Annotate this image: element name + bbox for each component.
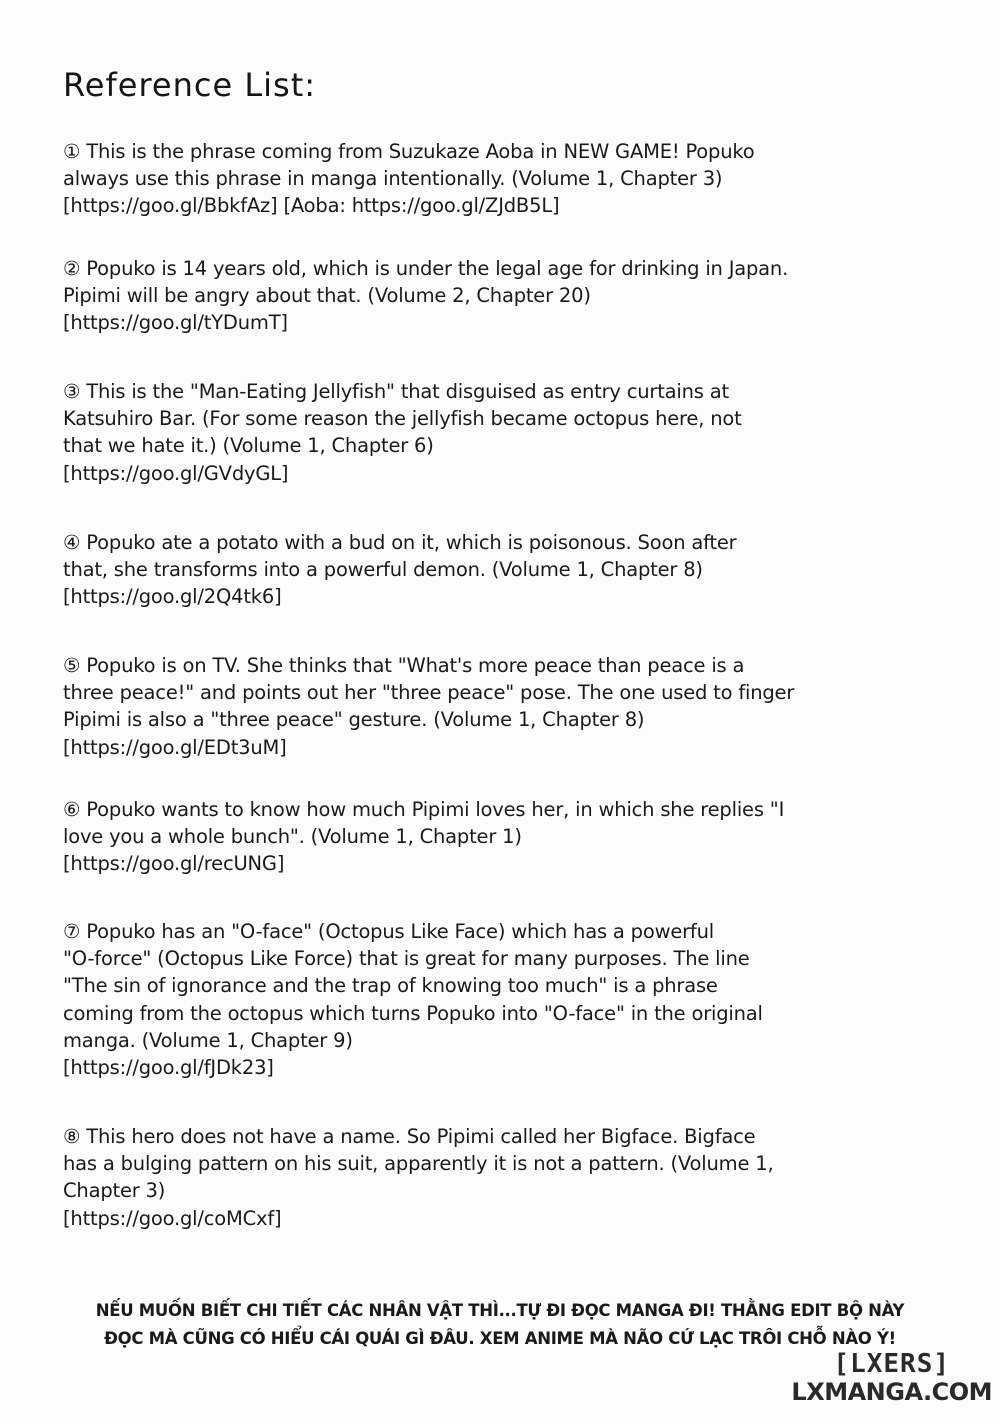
reference-line: always use this phrase in manga intentionally. (Volume 1, Chapter 3) bbox=[63, 167, 723, 191]
reference-line: ④ Popuko ate a potato with a bud on it, which is poisonous. Soon after bbox=[63, 529, 943, 556]
reference-item-3 bbox=[63, 378, 943, 487]
reference-line: that we hate it.) (Volume 1, Chapter 6) bbox=[63, 434, 434, 458]
reference-link: [https://goo.gl/recUNG] bbox=[63, 852, 285, 876]
reference-link: [https://goo.gl/EDt3uM] bbox=[63, 735, 287, 759]
reference-item-2 bbox=[63, 255, 943, 337]
circled-number: ⑥ bbox=[63, 798, 81, 821]
reference-line: Chapter 3) bbox=[63, 1179, 166, 1203]
reference-item-8 bbox=[63, 1123, 943, 1232]
reference-line: that, she transforms into a powerful demon. (Volume 1, Chapter 8) bbox=[63, 558, 703, 582]
reference-line: ⑧ This hero does not have a name. So Pipimi called her Bigface. Bigface bbox=[63, 1123, 943, 1150]
circled-number: ⑤ bbox=[63, 654, 81, 677]
reference-line: has a bulging pattern on his suit, apparently it is not a pattern. (Volume 1, bbox=[63, 1152, 774, 1176]
reference-link: [https://goo.gl/GVdyGL] bbox=[63, 461, 289, 485]
reference-line: Pipimi will be angry about that. (Volume 2, Chapter 20) bbox=[63, 284, 591, 308]
reference-link: [https://goo.gl/tYDumT] bbox=[63, 311, 288, 335]
reference-line: ① This is the phrase coming from Suzukaze Aoba in NEW GAME! Popuko bbox=[63, 138, 943, 165]
reference-link: [https://goo.gl/BbkfAz] [Aoba: https://goo.gl/ZJdB5L] bbox=[63, 194, 560, 218]
translator-note-line: ĐỌC MÀ CŨNG CÓ HIỂU CÁI QUÁI GÌ ĐÂU. XEM ANIME MÀ NÃO CỨ LẠC TRÔI CHỖ NÀO Ý! bbox=[104, 1329, 896, 1348]
reference-item-1 bbox=[63, 138, 943, 220]
reference-line: three peace!" and points out her "three peace" pose. The one used to finger bbox=[63, 681, 795, 705]
reference-line: Pipimi is also a "three peace" gesture. (Volume 1, Chapter 8) bbox=[63, 708, 645, 732]
reference-link: [https://goo.gl/coMCxf] bbox=[63, 1206, 282, 1230]
circled-number: ④ bbox=[63, 531, 81, 554]
reference-line: "The sin of ignorance and the trap of knowing too much" is a phrase bbox=[63, 974, 718, 998]
circled-number: ① bbox=[63, 140, 81, 163]
reference-link: [https://goo.gl/2Q4tk6] bbox=[63, 585, 282, 609]
reference-line: ⑦ Popuko has an "O-face" (Octopus Like Face) which has a powerful bbox=[63, 918, 943, 945]
reference-link: [https://goo.gl/fJDk23] bbox=[63, 1056, 274, 1080]
translator-note-line: NẾU MUỐN BIẾT CHI TIẾT CÁC NHÂN VẬT THÌ...TỰ ĐI ĐỌC MANGA ĐI! THẰNG EDIT BỘ NÀY bbox=[95, 1301, 905, 1320]
watermark-group: [LXERS] bbox=[833, 1349, 950, 1379]
watermark bbox=[791, 1350, 992, 1406]
reference-item-4 bbox=[63, 529, 943, 611]
reference-line: manga. (Volume 1, Chapter 9) bbox=[63, 1028, 353, 1052]
circled-number: ③ bbox=[63, 380, 81, 403]
translator-note bbox=[70, 1297, 930, 1353]
reference-line: ③ This is the "Man-Eating Jellyfish" that disguised as entry curtains at bbox=[63, 378, 943, 405]
reference-line: ⑥ Popuko wants to know how much Pipimi loves her, in which she replies "I bbox=[63, 796, 943, 823]
page-title: Reference List: bbox=[63, 66, 317, 104]
reference-line: love you a whole bunch". (Volume 1, Chapter 1) bbox=[63, 825, 522, 849]
reference-line: coming from the octopus which turns Popuko into "O-face" in the original bbox=[63, 1001, 763, 1025]
reference-line: ② Popuko is 14 years old, which is under the legal age for drinking in Japan. bbox=[63, 255, 943, 282]
reference-line: ⑤ Popuko is on TV. She thinks that "What's more peace than peace is a bbox=[63, 652, 943, 679]
reference-line: "O-force" (Octopus Like Force) that is great for many purposes. The line bbox=[63, 947, 750, 971]
circled-number: ⑧ bbox=[63, 1125, 81, 1148]
reference-item-5 bbox=[63, 652, 943, 761]
circled-number: ② bbox=[63, 257, 81, 280]
reference-item-7 bbox=[63, 918, 943, 1081]
circled-number: ⑦ bbox=[63, 920, 81, 943]
reference-line: Katsuhiro Bar. (For some reason the jellyfish became octopus here, not bbox=[63, 407, 742, 431]
watermark-site: LXMANGA.COM bbox=[791, 1378, 992, 1406]
reference-item-6 bbox=[63, 796, 943, 878]
